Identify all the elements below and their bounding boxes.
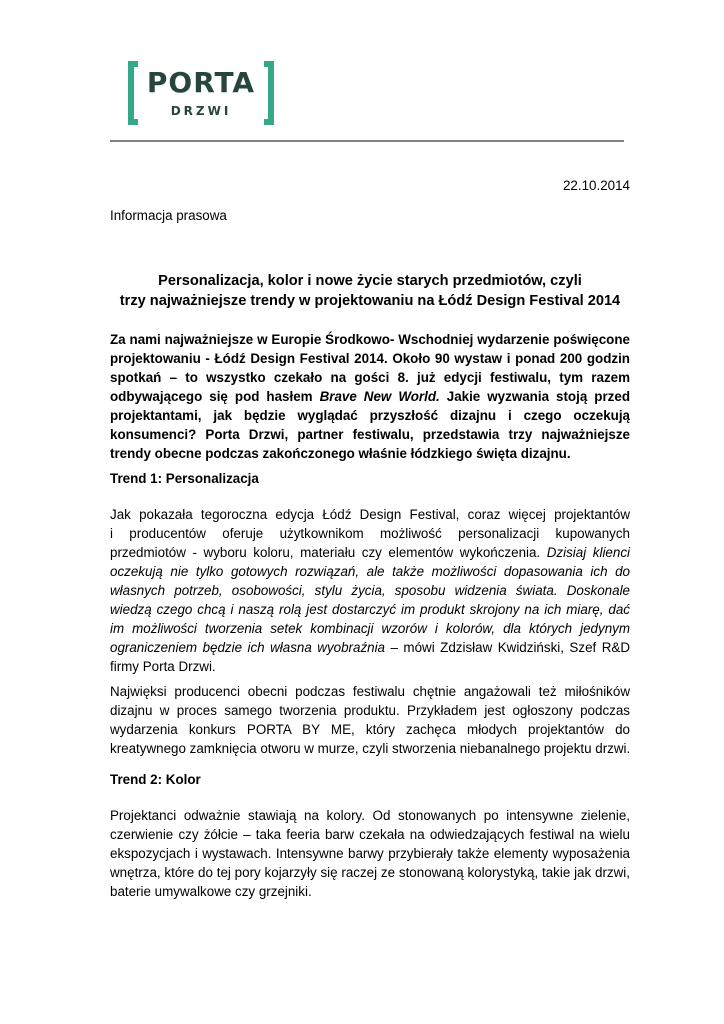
paragraph-line: ekspozycjach i wystawach. Intensywne barwy przybierały także elementy wyposażenia	[110, 846, 630, 861]
quote-text: Dzisiaj klienci	[546, 545, 630, 560]
logo-subtitle: DRZWI	[170, 104, 232, 118]
lead-line: konsumenci? Porta Drzwi, partner festiwalu, przedstawia trzy najważniejsze	[110, 427, 630, 442]
paragraph-text: przedmiotów - wyboru koloru, materiału czy elementów wykończenia.	[110, 545, 547, 560]
quote-line: własnych potrzeb, osobowości, stylu życia, sposobu widzenia świata. Doskonale	[110, 583, 630, 598]
lead-line: spotkań – to wszystko czekało na gości 8. już edycji festiwalu, tym razem	[110, 370, 630, 385]
trend-2-paragraph	[110, 806, 630, 901]
paragraph-line: Jak pokazała tegoroczna edycja Łódź Design Festival, coraz więcej projektantów	[110, 507, 630, 522]
paragraph-line	[110, 638, 630, 657]
lead-text: Jakie wyzwania stoją przed	[439, 389, 630, 404]
lead-line: Za nami najważniejsze w Europie Środkowo- Wschodniej wydarzenie poświęcone	[110, 332, 630, 347]
quote-line: oczekują nie tylko gotowych rozwiązań, ale także możliwości dopasowania ich do	[110, 564, 630, 579]
logo-right-bracket	[264, 61, 274, 125]
paragraph-line	[110, 543, 630, 562]
lead-line: projektantami, jak będzie wyglądać przyszłość dizajnu i czego oczekują	[110, 408, 630, 423]
lead-line	[110, 387, 630, 406]
logo-left-bracket	[128, 61, 138, 125]
lead-paragraph	[110, 330, 630, 463]
paragraph-line: wnętrza, które do tej pory kojarzyły się raczej ze stonowaną kolorystyką, takie jak drzwi,	[110, 865, 630, 880]
header-divider	[110, 140, 624, 142]
porta-drzwi-logo	[128, 61, 274, 125]
logo-wordmark: PORTA	[146, 66, 256, 99]
title-line: trzy najważniejsze trendy w projektowaniu na Łódź Design Festival 2014	[119, 293, 621, 309]
trend-1-paragraph	[110, 505, 630, 676]
document-title	[110, 271, 630, 311]
document-date: 22.10.2014	[562, 178, 630, 193]
title-line: Personalizacja, kolor i nowe życie starych przedmiotów, czyli	[158, 273, 582, 289]
lead-slogan: Brave New World.	[319, 389, 440, 404]
document-type-label: Informacja prasowa	[110, 208, 227, 223]
lead-text: odbywającego się pod hasłem	[110, 389, 320, 404]
paragraph-line: czerwienie czy żółcie – taka feeria barw czekała na odwiedzających festiwal na wielu	[110, 827, 630, 842]
quote-line: im możliwości tworzenia setek kombinacji wzorów i kolorów, dla których jedynym	[110, 621, 630, 636]
quote-line: wiedzą czego chcą i naszą rolą jest dostarczyć im produkt skrojony na ich miarę, dać	[110, 602, 630, 617]
lead-line: projektowaniu - Łódź Design Festival 2014. Około 90 wystaw i ponad 200 godzin	[110, 351, 630, 366]
paragraph-line: Najwięksi producenci obecni podczas festiwalu chętnie angażowali też miłośników	[110, 684, 630, 699]
attribution-text: – mówi Zdzisław Kwidziński, Szef R&D	[385, 640, 630, 655]
paragraph-line: Projektanci odważnie stawiają na kolory. Od stonowanych po intensywne zielenie,	[110, 808, 630, 823]
paragraph-line: baterie umywalkowe czy grzejniki.	[110, 884, 312, 899]
paragraph-line: dizajnu w proces samego tworzenia produktu. Przykładem jest ogłoszony podczas	[110, 703, 630, 718]
paragraph-line: kreatywnego zamknięcia otworu w murze, czyli stworzenia niebanalnego projektu drzwi.	[110, 741, 631, 756]
trend-1-paragraph-2	[110, 682, 630, 758]
trend-2-heading: Trend 2: Kolor	[110, 772, 201, 787]
paragraph-line: firmy Porta Drzwi.	[110, 659, 216, 674]
paragraph-line: wydarzenia konkurs PORTA BY ME, który zachęca młodych projektantów do	[110, 722, 630, 737]
trend-1-heading: Trend 1: Personalizacja	[110, 471, 259, 486]
lead-line: trendy obecne podczas zakończonego właśnie łódzkiego święta dizajnu.	[110, 446, 571, 461]
quote-text: ograniczeniem będzie ich własna wyobraźnia	[110, 640, 386, 655]
paragraph-line: i producentów oferuje użytkownikom możliwość personalizacji kupowanych	[110, 526, 630, 541]
